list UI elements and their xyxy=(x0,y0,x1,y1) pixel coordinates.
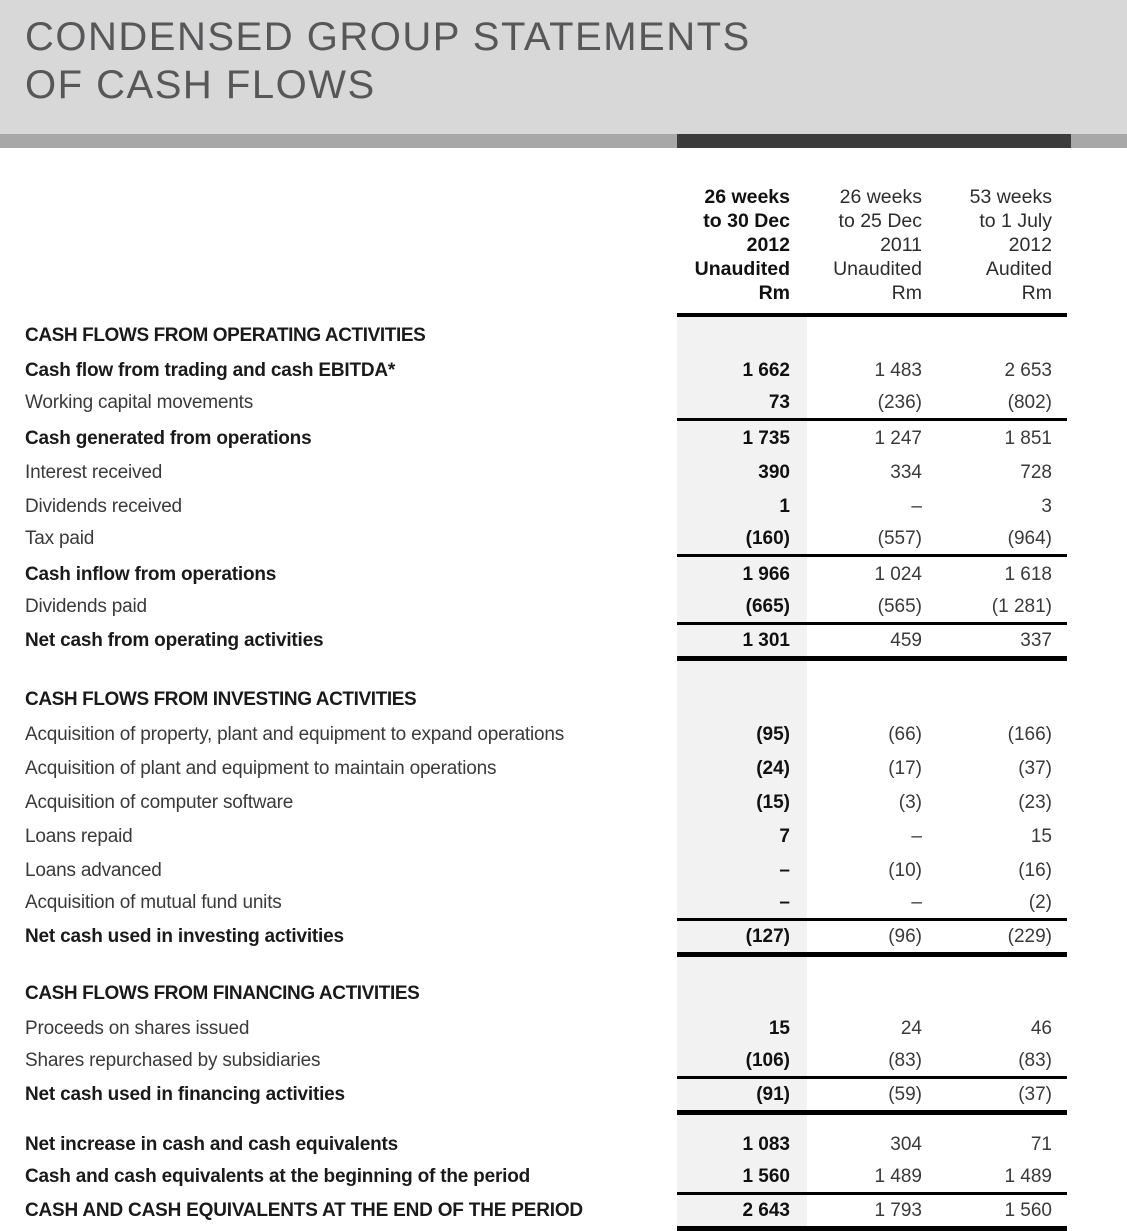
value-current: 2 643 xyxy=(742,1200,790,1221)
row-label: Acquisition of property, plant and equipment to expand operations xyxy=(25,723,565,745)
value-annual: 1 618 xyxy=(1004,563,1052,585)
table-row xyxy=(25,455,1127,489)
value-annual: (2) xyxy=(1028,892,1052,913)
table-row xyxy=(25,1195,1127,1226)
table-row xyxy=(25,387,1127,418)
table-row xyxy=(25,717,1127,751)
value-current: (160) xyxy=(745,528,790,549)
column-header-line: Audited xyxy=(985,258,1052,280)
table-row xyxy=(25,591,1127,622)
row-label: Dividends paid xyxy=(25,596,147,617)
value-prior: (17) xyxy=(888,757,922,779)
row-label: Cash flow from trading and cash EBITDA* xyxy=(25,359,396,381)
value-current: 1 560 xyxy=(742,1166,790,1187)
table-row xyxy=(25,751,1127,785)
value-current: 1 662 xyxy=(742,359,790,381)
column-header-line: Unaudited xyxy=(694,258,790,280)
value-annual: (37) xyxy=(1018,1084,1052,1105)
value-current: 73 xyxy=(768,392,790,413)
table-row xyxy=(25,887,1127,918)
row-label: Acquisition of plant and equipment to maintain operations xyxy=(25,757,497,779)
value-prior: 24 xyxy=(900,1017,922,1039)
value-current: (15) xyxy=(756,791,790,813)
value-annual: 1 851 xyxy=(1004,427,1052,449)
section-header xyxy=(25,317,1127,353)
value-annual: (1 281) xyxy=(991,596,1052,617)
table-row xyxy=(25,1161,1127,1192)
value-current: 390 xyxy=(758,461,790,483)
value-current: (665) xyxy=(745,596,790,617)
value-current: 7 xyxy=(779,825,790,847)
value-annual: (166) xyxy=(1007,723,1052,745)
column-header-line: 53 weeks xyxy=(969,186,1052,208)
value-prior: 334 xyxy=(890,461,922,483)
value-prior: (66) xyxy=(888,723,922,745)
column-header-line: Rm xyxy=(891,282,922,304)
row-label: Acquisition of mutual fund units xyxy=(25,892,282,913)
table-row xyxy=(25,1045,1127,1076)
value-current: – xyxy=(779,859,790,881)
row-label: Net cash used in investing activities xyxy=(25,926,344,947)
value-annual: (37) xyxy=(1018,757,1052,779)
row-label: Net cash from operating activities xyxy=(25,630,324,651)
table-row xyxy=(25,523,1127,554)
value-current: 1 301 xyxy=(742,630,790,651)
masthead xyxy=(0,0,1127,134)
value-annual: (23) xyxy=(1018,791,1052,813)
value-current: (106) xyxy=(745,1050,790,1071)
value-annual: 71 xyxy=(1030,1133,1052,1155)
section-spacer xyxy=(25,661,1127,681)
table-bottom-rule xyxy=(677,1226,1067,1231)
table-row xyxy=(25,489,1127,523)
section-header xyxy=(25,681,1127,717)
value-current: 1 735 xyxy=(742,427,790,449)
column-headers xyxy=(25,185,1127,305)
value-current: 1 966 xyxy=(742,563,790,585)
table-row xyxy=(25,421,1127,455)
value-annual: 1 489 xyxy=(1004,1166,1052,1187)
value-annual: 46 xyxy=(1030,1017,1052,1039)
value-current: (95) xyxy=(756,723,790,745)
column-header-prior xyxy=(807,185,922,305)
value-prior: – xyxy=(911,495,922,517)
accent-bar-gray-left xyxy=(0,134,677,148)
value-current: (91) xyxy=(756,1084,790,1105)
page-title-line2: OF CASH FLOWS xyxy=(25,63,376,107)
table-row xyxy=(25,1079,1127,1110)
value-annual: 728 xyxy=(1020,461,1052,483)
value-prior: 1 247 xyxy=(874,427,922,449)
row-label: Cash generated from operations xyxy=(25,427,312,449)
value-annual: 15 xyxy=(1030,825,1052,847)
column-header-line: 2011 xyxy=(880,234,922,256)
column-header-current xyxy=(677,185,807,305)
section-title: CASH FLOWS FROM FINANCING ACTIVITIES xyxy=(25,982,420,1004)
page-title xyxy=(25,13,1127,109)
column-header-line: to 30 Dec xyxy=(703,210,790,232)
table-row xyxy=(25,353,1127,387)
value-prior: (557) xyxy=(877,528,922,549)
row-label: Cash and cash equivalents at the beginning of the period xyxy=(25,1166,531,1187)
page-title-line1: CONDENSED GROUP STATEMENTS xyxy=(25,15,751,59)
table-row xyxy=(25,853,1127,887)
row-label: CASH AND CASH EQUIVALENTS AT THE END OF THE PERIOD xyxy=(25,1200,583,1221)
column-header-line: 2012 xyxy=(746,234,790,256)
column-header-line: Rm xyxy=(1021,282,1052,304)
row-label: Acquisition of computer software xyxy=(25,791,294,813)
accent-bar-dark xyxy=(677,134,1071,148)
value-annual: (83) xyxy=(1018,1050,1052,1071)
value-annual: (802) xyxy=(1007,392,1052,413)
section-title: CASH FLOWS FROM INVESTING ACTIVITIES xyxy=(25,688,417,710)
row-label: Loans advanced xyxy=(25,859,162,881)
table-row xyxy=(25,785,1127,819)
row-label: Dividends received xyxy=(25,495,182,517)
value-prior: 304 xyxy=(890,1133,922,1155)
value-annual: (16) xyxy=(1018,859,1052,881)
row-label: Loans repaid xyxy=(25,825,133,847)
column-header-line: to 1 July xyxy=(979,210,1052,232)
row-label: Tax paid xyxy=(25,528,95,549)
value-current: (127) xyxy=(745,926,790,947)
row-label: Interest received xyxy=(25,461,163,483)
value-prior: 1 024 xyxy=(874,563,922,585)
value-current: – xyxy=(779,892,790,913)
column-header-line: 2012 xyxy=(1008,234,1052,256)
table-row xyxy=(25,557,1127,591)
value-current: 1 xyxy=(779,495,790,517)
column-header-line: 26 weeks xyxy=(839,186,922,208)
value-prior: (83) xyxy=(888,1050,922,1071)
value-prior: 459 xyxy=(890,630,922,651)
row-label: Net increase in cash and cash equivalents xyxy=(25,1133,399,1155)
value-prior: (96) xyxy=(888,926,922,947)
value-prior: (236) xyxy=(877,392,922,413)
column-header-line: to 25 Dec xyxy=(838,210,922,232)
row-label: Shares repurchased by subsidiaries xyxy=(25,1050,321,1071)
table-row xyxy=(25,819,1127,853)
column-header-line: Rm xyxy=(758,282,790,304)
column-header-line: 26 weeks xyxy=(704,186,790,208)
value-annual: 3 xyxy=(1041,495,1052,517)
value-prior: 1 793 xyxy=(874,1200,922,1221)
row-label: Proceeds on shares issued xyxy=(25,1017,250,1039)
value-current: 15 xyxy=(768,1017,790,1039)
value-annual: (964) xyxy=(1007,528,1052,549)
value-prior: (565) xyxy=(877,596,922,617)
section-header xyxy=(25,975,1127,1011)
accent-bar-gray-right xyxy=(1071,134,1127,148)
column-header-line: Unaudited xyxy=(833,258,922,280)
section-title: CASH FLOWS FROM OPERATING ACTIVITIES xyxy=(25,324,426,346)
value-prior: (10) xyxy=(888,859,922,881)
value-annual: 2 653 xyxy=(1004,359,1052,381)
section-spacer xyxy=(25,1115,1127,1127)
table-row xyxy=(25,1127,1127,1161)
table-row xyxy=(25,1011,1127,1045)
value-prior: 1 483 xyxy=(874,359,922,381)
value-prior: – xyxy=(911,892,922,913)
value-prior: (3) xyxy=(898,791,922,813)
value-annual: (229) xyxy=(1007,926,1052,947)
value-annual: 337 xyxy=(1020,630,1052,651)
value-prior: 1 489 xyxy=(874,1166,922,1187)
masthead-accent-bar xyxy=(0,134,1127,148)
value-annual: 1 560 xyxy=(1004,1200,1052,1221)
statement-table xyxy=(0,185,1127,1231)
value-prior: – xyxy=(911,825,922,847)
column-header-annual xyxy=(922,185,1067,305)
row-label: Net cash used in financing activities xyxy=(25,1084,345,1105)
value-current: 1 083 xyxy=(742,1133,790,1155)
value-current: (24) xyxy=(756,757,790,779)
section-spacer xyxy=(25,957,1127,975)
value-prior: (59) xyxy=(888,1084,922,1105)
table-row xyxy=(25,625,1127,656)
row-label: Cash inflow from operations xyxy=(25,563,277,585)
table-row xyxy=(25,921,1127,952)
row-label: Working capital movements xyxy=(25,392,254,413)
